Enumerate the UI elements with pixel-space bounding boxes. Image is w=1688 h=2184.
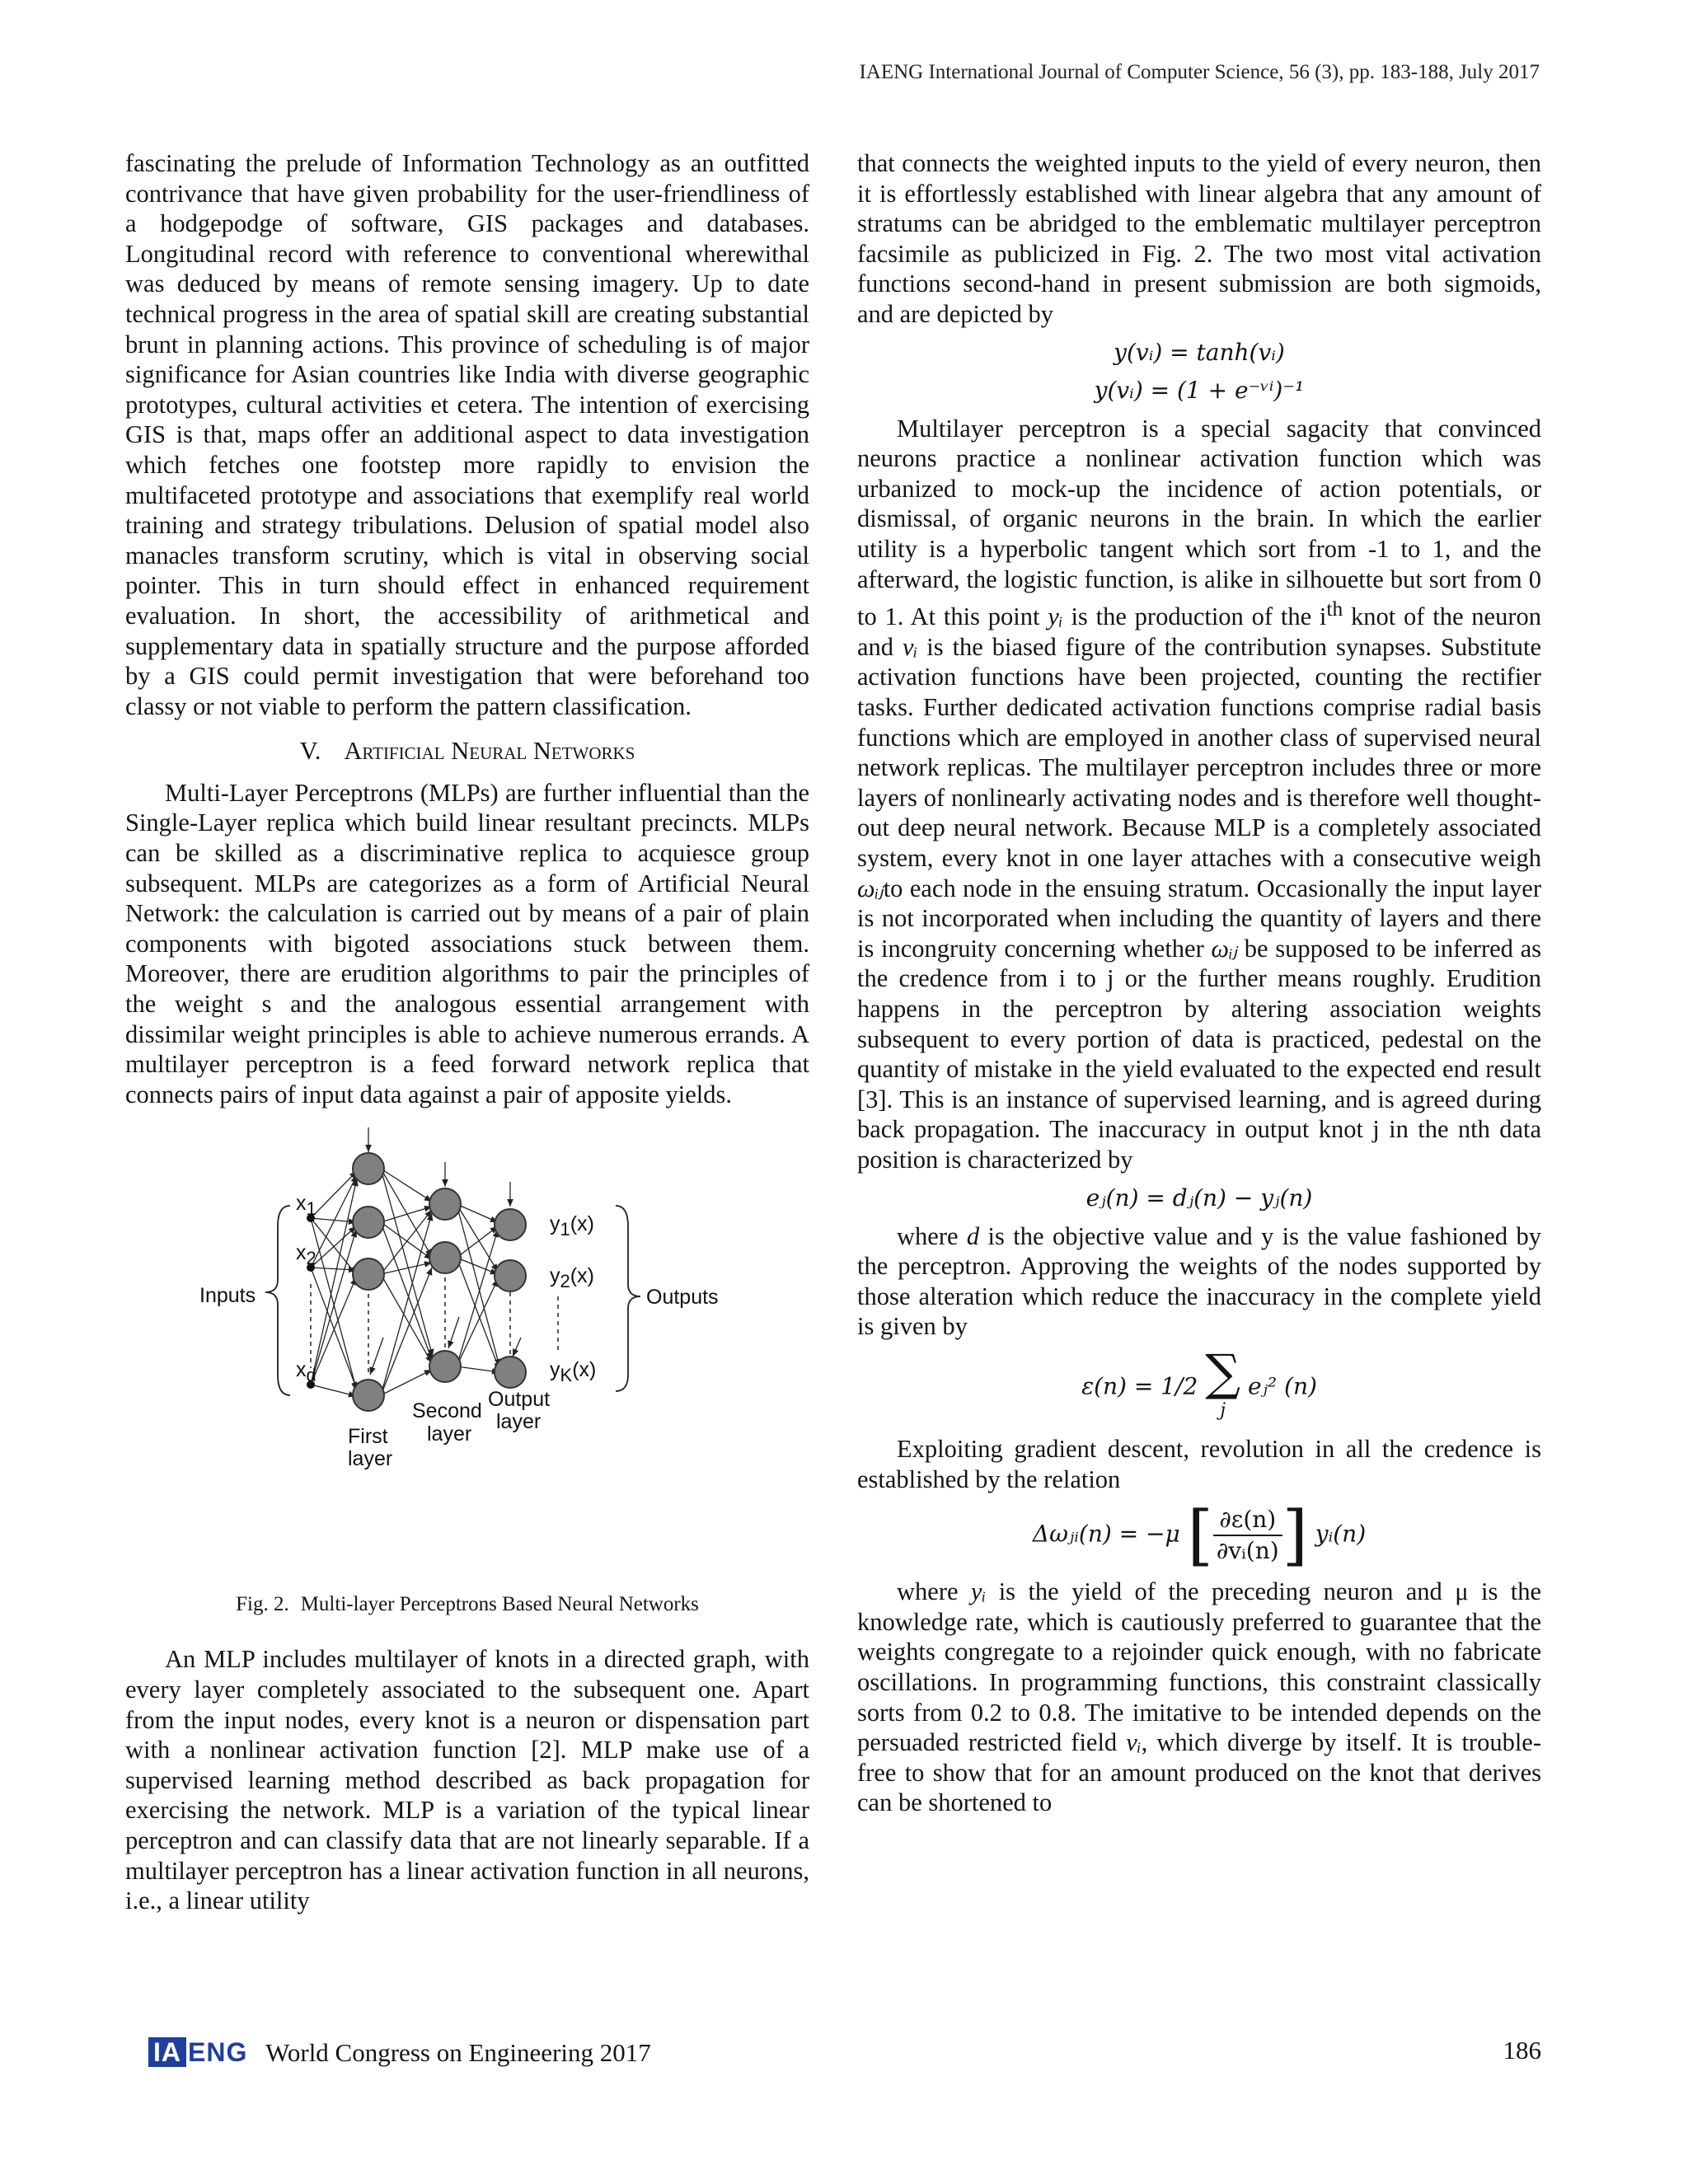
- second-layer-label-1: Second: [412, 1399, 482, 1423]
- symbol-vi-2: vᵢ: [1126, 1728, 1142, 1757]
- equation-error: eⱼ(n) = dⱼ(n) − yⱼ(n): [1085, 1183, 1313, 1212]
- symbol-wij: ωᵢⱼ: [857, 874, 884, 902]
- symbol-yi: yᵢ: [1048, 602, 1063, 631]
- mlp-diagram: [183, 1127, 752, 1577]
- conference-name: World Congress on Engineering 2017: [265, 2037, 651, 2067]
- right-column: [857, 148, 1541, 1818]
- y1-label: y1(x): [550, 1212, 594, 1240]
- fraction: $\frac{\partial\varepsilon(n)}{\text{∂vᵢ(n)}}$: [1213, 1505, 1282, 1566]
- outputs-brace: [616, 1206, 640, 1391]
- y2-label: y2(x): [550, 1264, 594, 1292]
- figure-caption: [125, 1593, 809, 1616]
- inputs-label: Inputs: [199, 1284, 256, 1308]
- right-paragraph-1: that connects the weighted inputs to the yield of every neuron, then it is effortlessly established with linear algebra that any amount of stratums can be abridged to the emblematic multilayer perceptron facsimile as publicized in Fig. 2. The two most vital activation functions second-hand in present submission are both sigmoids, and are depicted by: [857, 149, 1541, 328]
- first-layer-label-1: First: [348, 1425, 388, 1449]
- xd-label: xd: [296, 1358, 316, 1386]
- page-number: 186: [1503, 2036, 1541, 2064]
- output-layer-label-2: layer: [496, 1410, 542, 1434]
- connections: [311, 1127, 521, 1396]
- output-layer-label-1: Output: [488, 1388, 551, 1412]
- second-layer-label-2: layer: [427, 1422, 472, 1446]
- symbol-d: d: [966, 1221, 980, 1250]
- equation-total-error: ε(n) = 1/2 ∑ j eⱼ² (n): [857, 1350, 1541, 1426]
- page-footer: [148, 2036, 1541, 2069]
- symbol-vi: vᵢ: [902, 632, 918, 661]
- equation-logistic: y(vᵢ) = (1 + e⁻ᵛⁱ)⁻¹: [1094, 376, 1305, 404]
- symbol-yi-2: yᵢ: [970, 1577, 987, 1606]
- right-paragraph-5: where yᵢ is the yield of the preceding neuron and μ is the knowledge rate, which is cautiously preferred to guarantee that the weights congregate to a rejoinder quick enough, with no fabricate oscillations. In programming functions, this constraint classically sorts from 0.2 to 0.8. The imitative to be intended depends on the persuaded restricted field vᵢ, which diverge by itself. It is trouble-free to show that for an amount produced on the knot that derives can be shortened to: [857, 1577, 1542, 1817]
- neuron-nodes: [353, 1153, 526, 1411]
- iaeng-logo: IA ENG: [148, 2037, 247, 2068]
- left-paragraph-2: Multi-Layer Perceptrons (MLPs) are further influential than the Single-Layer replica which build linear resultant precincts. MLPs can be skilled as a discriminative replica to acquiesce group subsequent. MLPs are categorizes as a form of Artificial Neural Network: the calculation is carried out by means of a pair of plain components with bigoted associations stuck between them. Moreover, there are erudition algorithms to pair the principles of the weight s and the analogous essential arrangement with dissimilar weight principles is able to achieve numerous errands. A multilayer perceptron is a feed forward network replica that connects pairs of input data against a pair of apposite yields.: [125, 778, 809, 1108]
- x1-label: x1: [296, 1192, 316, 1220]
- left-paragraph-1: fascinating the prelude of Information Technology as an outfitted contrivance that have given probability for the user-friendliness of a hodgepodge of software, GIS packages and databases. Longitudinal record with reference to conventional wherewithal was deduced by means of remote sensing imagery. Up to date technical progress in the area of spatial skill are creating substantial brunt in planning actions. This province of scheduling is of major significance for Asian countries like India with diverse geographic prototypes, cultural activities et cetera. The intention of exercising GIS is that, maps offer an additional aspect to data investigation which fetches one footstep more rapidly to envision the multifaceted prototype and associations that exemplify real world training and strategy tribulations. Delusion of spatial model also manacles transform scrutiny, which is vital in observing social pointer. This in turn should effect in enhanced requirement evaluation. In short, the accessibility of arithmetical and supplementary data in spatially structure and the purpose afforded by a GIS could permit investigation that were beforehand too classy or not viable to perform the pattern classification.: [125, 149, 809, 720]
- yk-label: yK(x): [550, 1358, 597, 1386]
- section-heading: [125, 736, 809, 766]
- summation: ∑ j: [1205, 1343, 1241, 1421]
- left-paragraph-3: An MLP includes multilayer of knots in a directed graph, with every layer completely associated to the subsequent one. Apart from the input nodes, every knot is a neuron or dispensation part with a nonlinear activation function [2]. MLP make use of a supervised learning method described as back propagation for exercising the network. MLP is a variation of the typical linear perceptron and can classify data that are not linearly separable. If a multilayer perceptron has a linear activation function in all neurons, i.e., a linear utility: [125, 1645, 809, 1915]
- figure-number: Fig. 2.: [236, 1593, 289, 1616]
- journal-header: IAENG International Journal of Computer Science, 56 (3), pp. 183-188, July 2017: [859, 61, 1540, 83]
- left-column: [125, 148, 809, 1916]
- first-layer-label-2: layer: [348, 1447, 393, 1471]
- right-paragraph-3: where d is the objective value and y is the value fashioned by the perceptron. Approving the weights of the nodes supported by those alteration which reduce the inaccuracy in the complete yield is given by: [857, 1221, 1541, 1341]
- equation-tanh: y(vᵢ) = tanh(vᵢ): [1114, 338, 1285, 366]
- outputs-label: Outputs: [646, 1286, 719, 1310]
- section-number: V.: [299, 737, 321, 766]
- right-paragraph-2: Multilayer perceptron is a special sagacity that convinced neurons practice a nonlinear activation function which was urbanized to mock-up the incidence of action potentials, or dismissal, of organic neurons in the brain. In which the earlier utility is a hyperbolic tangent which sort from -1 to 1, and the afterward, the logistic function, is alike in silhouette but sort from 0 to 1. At this point yᵢ is the production of the $i^{th}$ knot of the neuron and vᵢ is the biased figure of the contribution synapses. Substitute activation functions have been projected, counting the rectifier tasks. Further dedicated activation functions comprise radial basis functions which are employed in another class of supervised neural network replicas. The multilayer perceptron includes three or more layers of nonlinearly activating nodes and is therefore well thought-out deep neural network. Because MLP is a completely associated system, every knot in one layer attaches with a consecutive weigh ωᵢⱼto each node in the ensuing stratum. Occasionally the input layer is not incorporated when including the quantity of layers and there is incongruity concerning whether ωᵢⱼ be supposed to be inferred as the credence from i to j or the further means roughly. Erudition happens in the perceptron by altering association weights subsequent to every portion of data is practiced, pedestal on the quantity of mistake in the yield evaluated to the expected end result [3]. This is an instance of supervised learning, and is agreed during back propagation. The inaccuracy in output knot j in the nth data position is characterized by: [857, 414, 1541, 1174]
- symbol-wij-2: ωᵢⱼ: [1211, 934, 1238, 963]
- right-paragraph-4: Exploiting gradient descent, revolution in all the credence is established by the relation: [857, 1434, 1541, 1493]
- figure-caption-text: Multi-layer Perceptrons Based Neural Networks: [300, 1593, 699, 1616]
- x2-label: x2: [296, 1241, 316, 1269]
- figure-2: [125, 1127, 809, 1577]
- section-title: Artificial Neural Networks: [344, 737, 635, 766]
- inputs-brace: [265, 1206, 290, 1395]
- equation-weight-update: Δωⱼᵢ(n) = −μ [ $\frac{\partial\varepsilon(n)}{\text{∂vᵢ(n)}}$ ] yᵢ(n): [1032, 1497, 1367, 1574]
